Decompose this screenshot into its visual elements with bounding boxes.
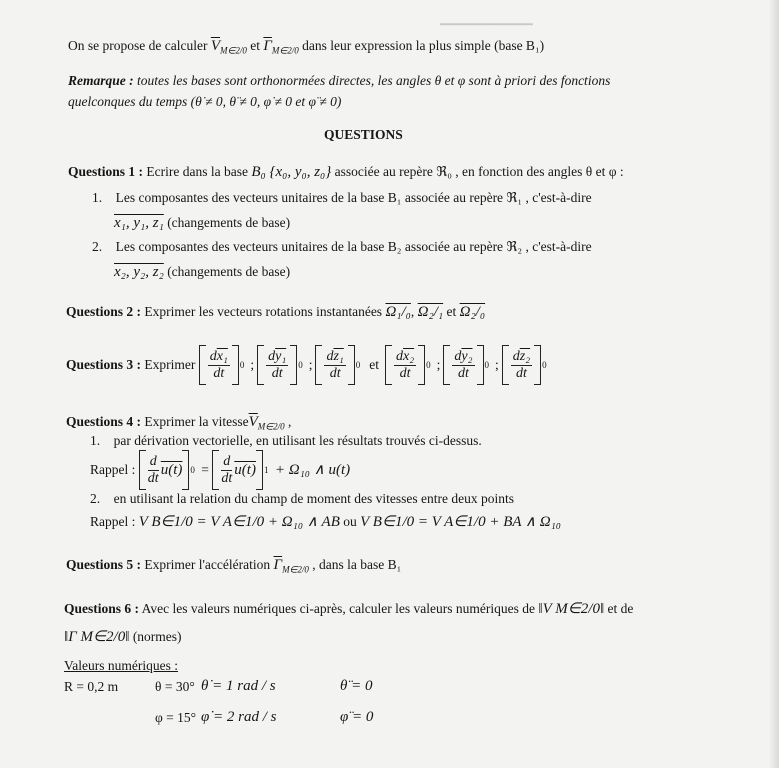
separator: ; xyxy=(250,357,255,372)
acceleration-sub: M∈2/0 xyxy=(282,564,309,575)
bleed-through: ━━━━━━━━━━━━━━ xyxy=(440,19,533,31)
question-6 xyxy=(64,600,633,618)
velocity-norm: ‖V M∈2/0‖ xyxy=(538,601,605,617)
q4-label: Questions 4 : xyxy=(66,414,142,429)
item-text: par dérivation vectorielle, en utilisant les résultats trouvés ci-dessus. xyxy=(113,433,482,448)
sub: 0 xyxy=(190,465,195,475)
q4-comma: , xyxy=(288,414,292,429)
unit-vectors: x₂, y₂, z₂ xyxy=(114,264,164,280)
q1-item-1-vecs xyxy=(114,214,290,232)
derivative-term: $\frac{\text{dz₂}}{dt}$ 0 xyxy=(502,343,550,387)
velocity-sub: M∈2/0 xyxy=(257,421,285,432)
term-sub: 0 xyxy=(426,360,431,370)
item-text: Les composantes des vecteurs unitaires de la base B₁ associée au repère ℜ₁ , c'est-à-dire xyxy=(115,190,592,205)
values-title: Valeurs numériques : xyxy=(64,658,178,673)
intro-and: et xyxy=(250,38,260,53)
formula-1: V B∈1/0 = V A∈1/0 + Ω₁₀ ∧ AB xyxy=(138,514,340,530)
q1-item-1 xyxy=(92,189,592,207)
acceleration-symbol: $\overline{\Gamma}$ xyxy=(263,38,272,54)
acceleration-sub: M∈2/0 xyxy=(271,45,299,56)
sep: , xyxy=(410,304,415,319)
derivative-term: $\frac{\text{dz₁}}{dt}$ 0 xyxy=(315,343,363,387)
q6-line2 xyxy=(64,628,182,646)
velocity-symbol: $\overline{V}$ xyxy=(210,38,220,54)
separator: ; xyxy=(308,357,313,372)
q5-label: Questions 5 : xyxy=(66,557,142,572)
separator: ; xyxy=(495,357,499,372)
term-vector: y₁ xyxy=(275,348,287,364)
item-text: en utilisant la relation du champ de moment des vitesses entre deux points xyxy=(113,491,515,506)
term-vector: x₂ xyxy=(403,348,415,364)
term-sub: 0 xyxy=(542,360,547,370)
value-theta: θ = 30° xyxy=(155,679,195,694)
q1-item-2 xyxy=(92,238,592,256)
term-vector: x₁ xyxy=(216,348,228,364)
omega-2-1: Ω₂/₁ xyxy=(417,304,444,320)
separator: et xyxy=(369,357,380,372)
item-number: 2. xyxy=(92,239,103,254)
item-note: (changements de base) xyxy=(167,215,291,230)
q4-rappel-1: Rappel : $\frac{d}{dt}$ u(t) 0 = $\frac{d}{dt}$ u(t) 1 + Ω₁₀ ∧ u(t) xyxy=(90,450,350,490)
q1-item-2-vecs xyxy=(114,263,290,281)
questions-heading: QUESTIONS xyxy=(324,127,403,142)
value-theta-ddot: θ̈ = 0 xyxy=(340,678,373,694)
term-sub: 0 xyxy=(298,360,303,370)
derivative-term: $\frac{\text{dy₁}}{dt}$ 0 xyxy=(257,343,306,387)
q4-rappel-2 xyxy=(90,513,561,531)
q4-item-1 xyxy=(90,432,482,450)
derivative-term: $\frac{\text{dy₂}}{dt}$ 0 xyxy=(443,343,492,387)
intro-post: dans leur expression la plus simple (base B₁) xyxy=(302,38,545,53)
question-2 xyxy=(66,303,485,321)
q2-label: Questions 2 : xyxy=(66,304,142,319)
formula-2: V B∈1/0 = V A∈1/0 + BA ∧ Ω₁₀ xyxy=(360,514,561,530)
separator: ; xyxy=(436,357,441,372)
term-vector: y₂ xyxy=(461,348,473,364)
remark-text1: toutes les bases sont orthonormées directes, les angles θ et φ sont à priori des fonctions xyxy=(137,73,611,88)
rappel-label: Rappel : xyxy=(90,514,136,529)
term-sub: 0 xyxy=(484,360,489,370)
value-phi: φ = 15° xyxy=(155,710,197,725)
q3-label: Questions 3 : xyxy=(66,357,142,372)
velocity-symbol: $\overline{V}$ xyxy=(248,414,258,430)
q6-text: Avec les valeurs numériques ci-après, calculer les valeurs numériques de xyxy=(141,601,535,616)
term-vector: z₂ xyxy=(519,348,531,364)
derivative-term: $\frac{\text{dx₁}}{dt}$ 0 xyxy=(199,343,248,387)
q6-label: Questions 6 : xyxy=(64,601,140,616)
item-note: (changements de base) xyxy=(167,264,291,279)
q3-text: Exprimer xyxy=(144,357,196,372)
acceleration-norm: ‖Γ M∈2/0‖ xyxy=(64,629,130,645)
q4-item-2 xyxy=(90,490,514,508)
velocity-sub: M∈2/0 xyxy=(220,45,247,56)
item-number: 1. xyxy=(92,190,103,205)
value-theta-dot: θ̇ = 1 rad / s xyxy=(201,678,276,694)
acceleration-symbol: $\overline{\Gamma}$ xyxy=(273,557,283,573)
term-vector: z₁ xyxy=(333,348,344,364)
omega-1-0: Ω₁/₀ xyxy=(385,304,411,320)
item-text: Les composantes des vecteurs unitaires de la base B₂ associée au repère ℜ₂ , c'est-à-dire xyxy=(115,239,592,254)
q2-text: Exprimer les vecteurs rotations instantanées xyxy=(144,304,383,319)
q1-post: associée au repère ℜ₀ , en fonction des angles θ et φ : xyxy=(334,164,624,179)
rappel-label: Rappel : xyxy=(90,462,136,477)
u-vector: u(t) xyxy=(160,462,183,478)
question-5 xyxy=(66,556,401,579)
q1-pre: Ecrire dans la base xyxy=(146,164,248,179)
q6-and: et de xyxy=(607,601,634,616)
unit-vectors: x₁, y₁, z₁ xyxy=(114,215,164,231)
remark-line1 xyxy=(68,72,610,90)
u-vector: u(t) xyxy=(234,462,256,478)
q1-base: B₀ {x₀, y₀, z₀} xyxy=(251,164,332,180)
term-sub: 0 xyxy=(239,360,245,370)
derivative-term: $\frac{\text{dx₂}}{dt}$ 0 xyxy=(385,343,434,387)
term-sub: 0 xyxy=(355,360,361,370)
normes-text: (normes) xyxy=(132,629,182,644)
remark-label: Remarque : xyxy=(68,73,134,88)
value-phi-dot: φ̇ = 2 rad / s xyxy=(201,709,277,725)
question-3 xyxy=(66,343,550,387)
q5-text: Exprimer l'accélération xyxy=(144,557,271,572)
sub: 1 xyxy=(263,465,269,475)
q4-text: Exprimer la vitesse xyxy=(144,414,249,429)
value-R: R = 0,2 m xyxy=(64,679,119,694)
value-phi-ddot: φ̈ = 0 xyxy=(340,709,374,725)
omega-2-0: Ω₂/₀ xyxy=(459,304,486,320)
scan-edge xyxy=(769,0,779,768)
item-number: 1. xyxy=(90,433,101,448)
q1-label: Questions 1 : xyxy=(68,164,144,179)
question-1 xyxy=(68,163,624,181)
q2-and: et xyxy=(446,304,457,319)
item-number: 2. xyxy=(90,491,101,506)
rappel-1-tail: + Ω₁₀ ∧ u(t) xyxy=(274,462,351,478)
remark-line2: quelconques du temps (θ̇ ≠ 0, θ̈ ≠ 0, φ̇ ≠ 0 et φ̈ ≠ 0) xyxy=(68,94,342,109)
intro-line xyxy=(68,37,544,60)
intro-text: On se propose de calculer xyxy=(68,38,208,53)
or-text: ou xyxy=(343,514,357,529)
q5-post: , dans la base B₁ xyxy=(312,557,402,572)
